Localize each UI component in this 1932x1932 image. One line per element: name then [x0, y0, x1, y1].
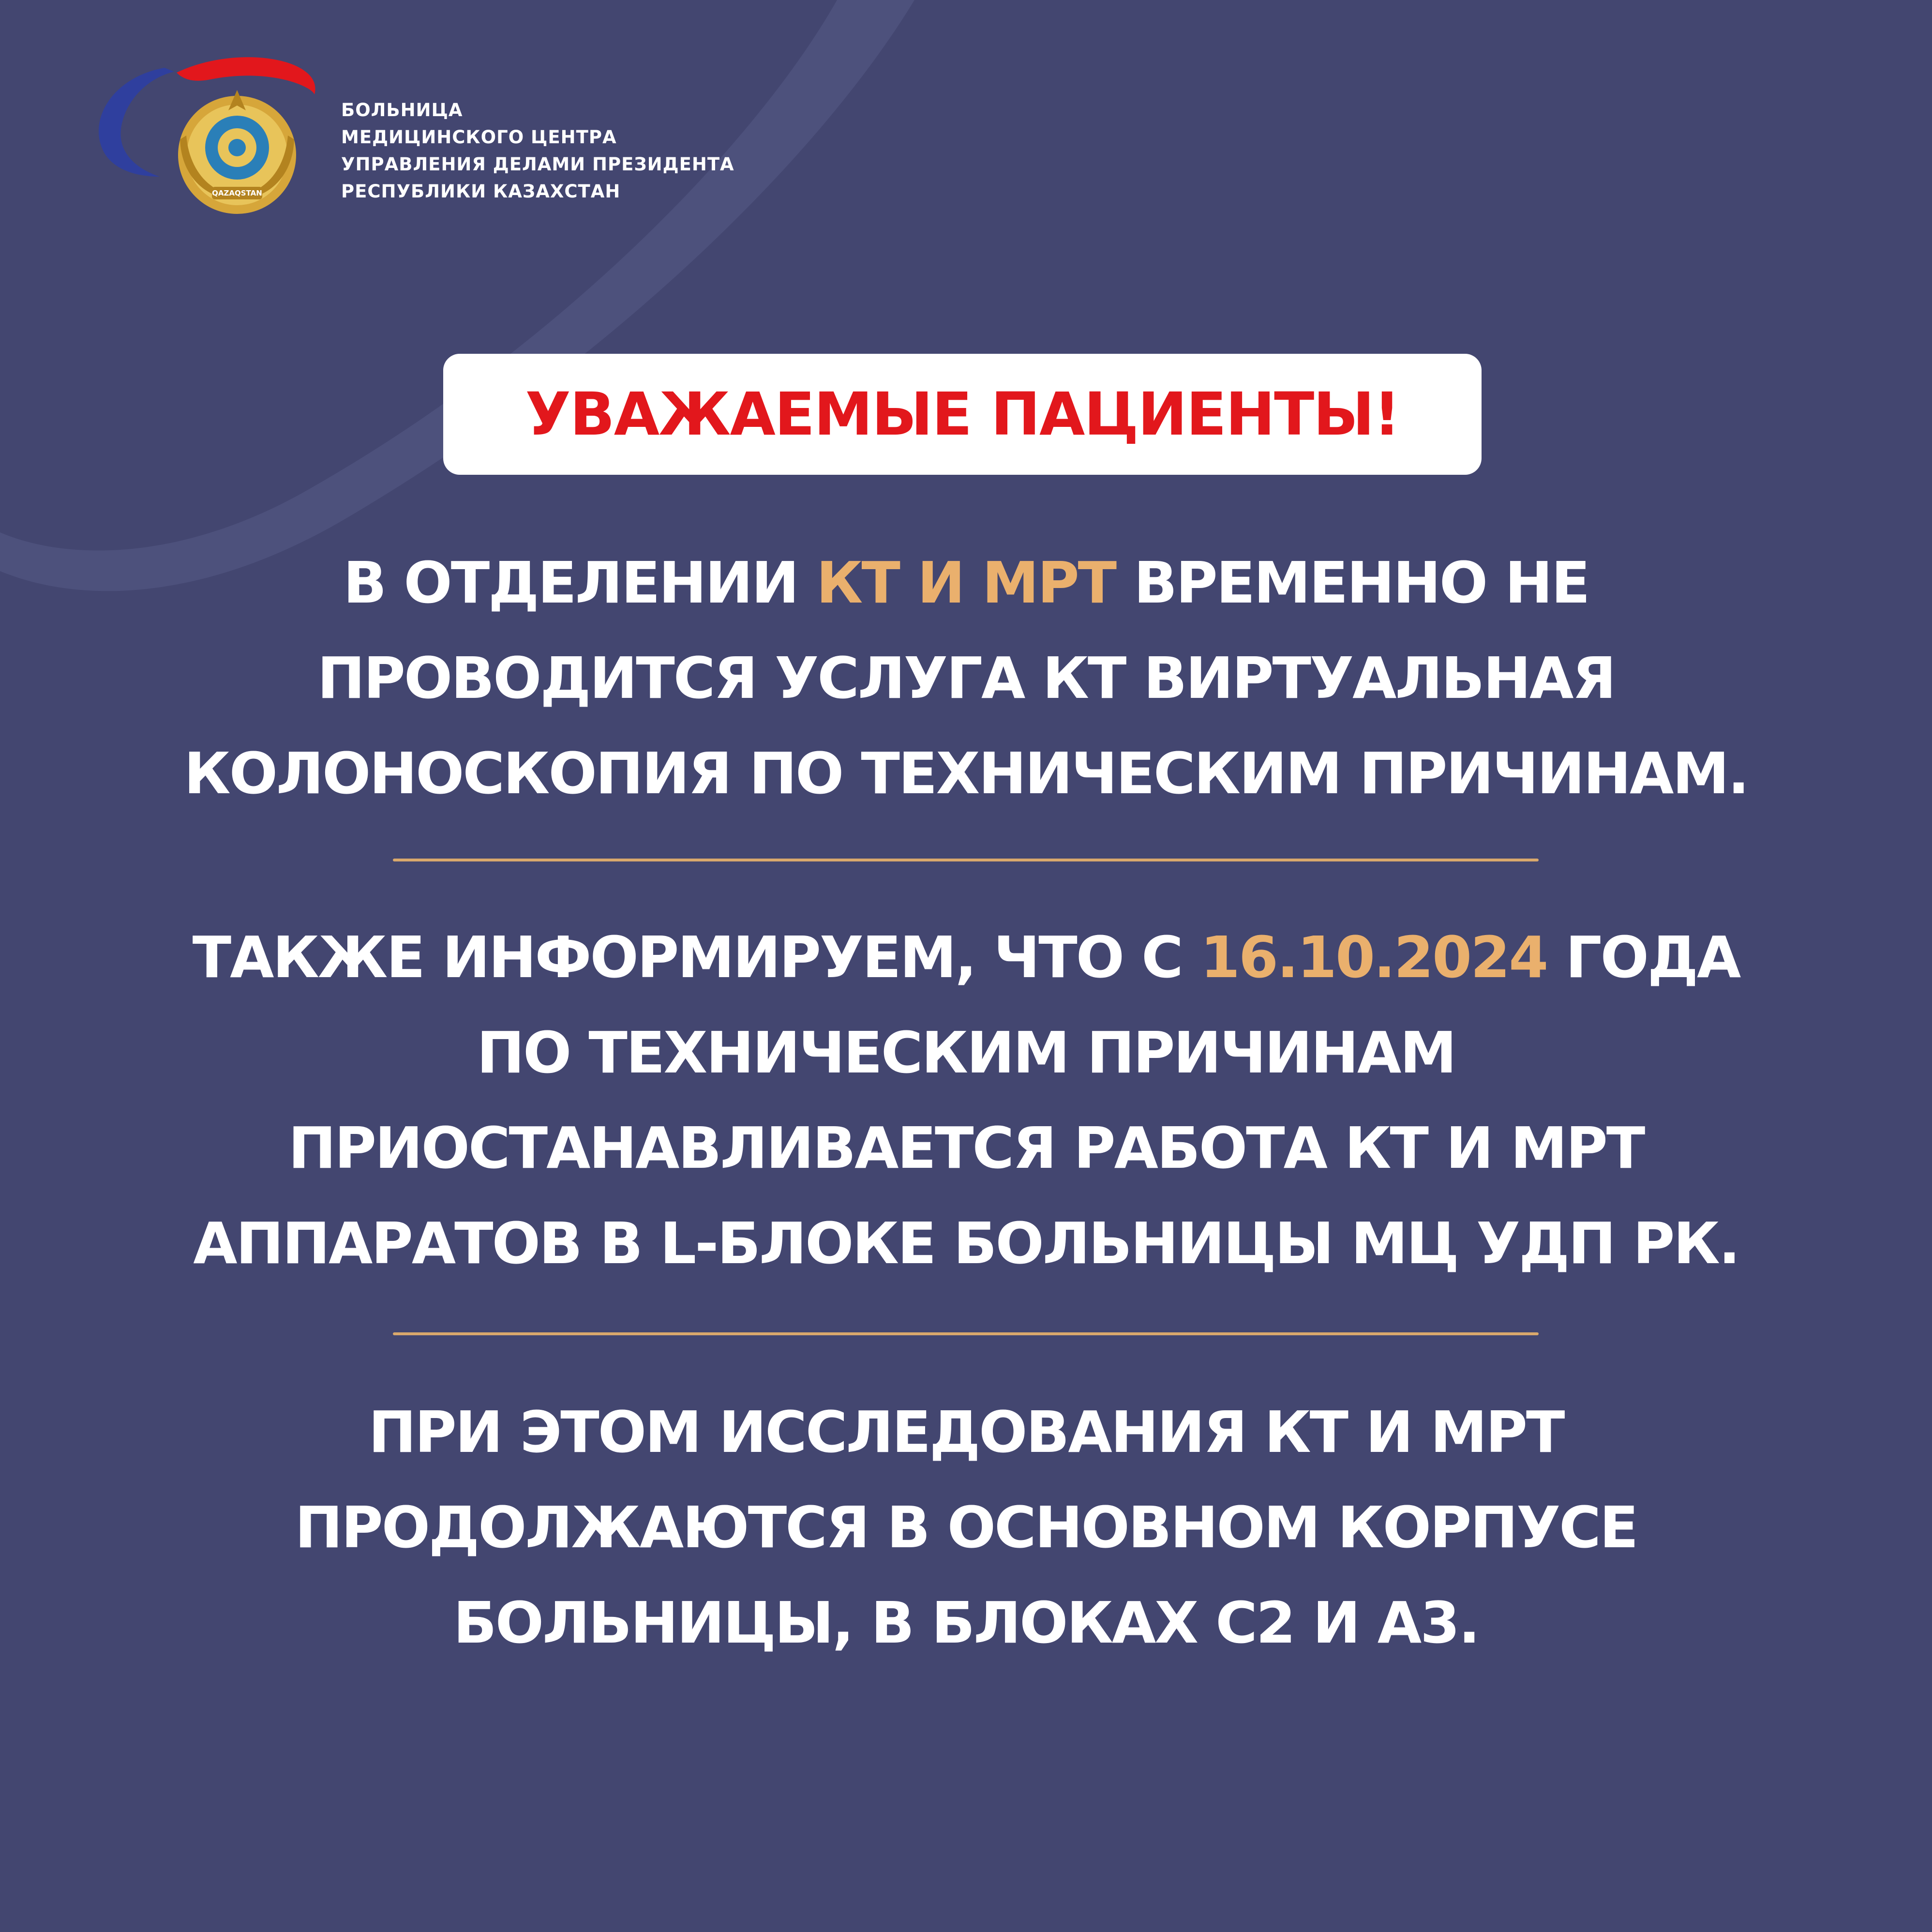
organization-name-line: УПРАВЛЕНИЯ ДЕЛАМИ ПРЕЗИДЕНТА	[341, 154, 734, 175]
organization-name-line: МЕДИЦИНСКОГО ЦЕНТРА	[341, 127, 617, 148]
text-segment: ВРЕМЕННО НЕ	[1115, 549, 1589, 616]
paragraph-line: ПРОВОДИТСЯ УСЛУГА КТ ВИРТУАЛЬНАЯ	[317, 645, 1615, 711]
emblem-icon	[178, 90, 296, 214]
hospital-logo	[92, 48, 334, 223]
notice-paragraph-1	[0, 535, 1932, 821]
greeting-heading: УВАЖАЕМЫЕ ПАЦИЕНТЫ!	[525, 380, 1400, 449]
notice-paragraph-2	[0, 910, 1932, 1291]
paragraph-line: КОЛОНОСКОПИЯ ПО ТЕХНИЧЕСКИМ ПРИЧИНАМ.	[184, 740, 1748, 807]
paragraph-line	[0, 535, 1932, 631]
paragraph-line: ПРИ ЭТОМ ИССЛЕДОВАНИЯ КТ И МРТ	[368, 1399, 1564, 1465]
paragraph-line: ПРИОСТАНАВЛИВАЕТСЯ РАБОТА КТ И МРТ	[288, 1115, 1644, 1181]
greeting-banner	[443, 354, 1482, 475]
text-segment: ТАКЖЕ ИНФОРМИРУЕМ, ЧТО С	[192, 924, 1200, 991]
paragraph-line	[0, 910, 1932, 1005]
highlight-date: 16.10.2024	[1200, 924, 1547, 991]
text-segment: ГОДА	[1547, 924, 1740, 991]
section-divider	[393, 859, 1539, 861]
organization-name-line: РЕСПУБЛИКИ КАЗАХСТАН	[341, 181, 621, 202]
paragraph-line: БОЛЬНИЦЫ, В БЛОКАХ С2 И А3.	[453, 1589, 1479, 1656]
highlight-text: КТ И МРТ	[816, 549, 1116, 616]
text-segment: В ОТДЕЛЕНИИ	[343, 549, 816, 616]
section-divider	[393, 1332, 1539, 1335]
notice-paragraph-3	[0, 1385, 1932, 1671]
paragraph-line: АППАРАТОВ В L-БЛОКЕ БОЛЬНИЦЫ МЦ УДП РК.	[193, 1210, 1739, 1277]
paragraph-line: ПРОДОЛЖАЮТСЯ В ОСНОВНОМ КОРПУСЕ	[295, 1494, 1637, 1561]
emblem-text: QAZAQSTAN	[212, 189, 262, 197]
header	[92, 48, 818, 223]
organization-name-line: БОЛЬНИЦА	[341, 100, 463, 121]
organization-name	[341, 97, 734, 205]
paragraph-line: ПО ТЕХНИЧЕСКИМ ПРИЧИНАМ	[477, 1019, 1455, 1086]
